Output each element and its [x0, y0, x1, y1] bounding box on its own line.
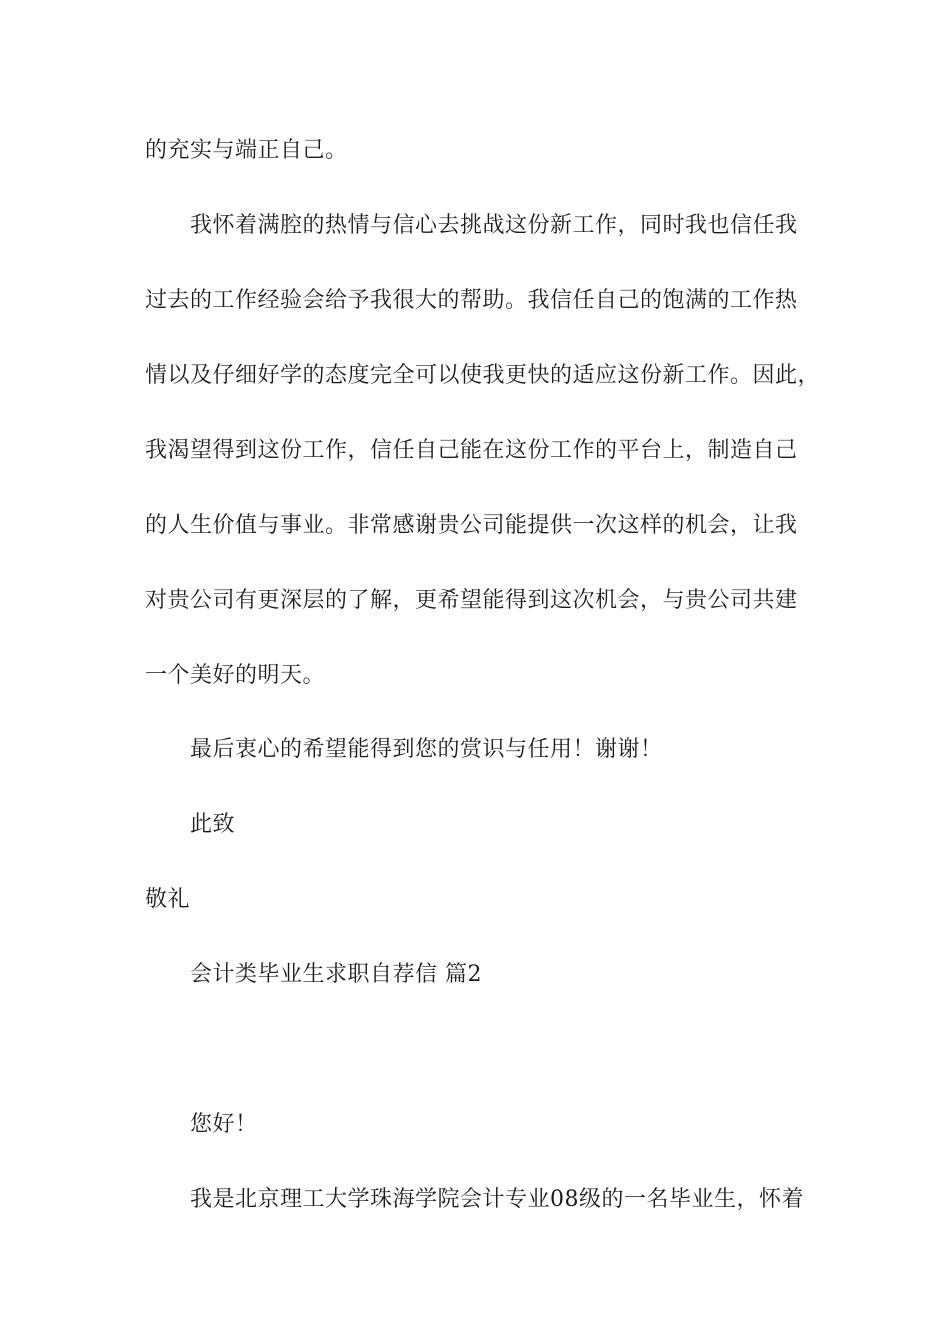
closing-line: 最后衷心的希望能得到您的赏识与任用！谢谢！ [190, 737, 663, 762]
paragraph-line: 对贵公司有更深层的了解，更希望能得到这次机会，与贵公司共建 [145, 588, 798, 613]
paragraph-line: 过去的工作经验会给予我很大的帮助。我信任自己的饱满的工作热 [145, 288, 798, 313]
paragraph-line: 的人生价值与事业。非常感谢贵公司能提供一次这样的机会，让我 [145, 513, 798, 538]
salutation-line: 此致 [190, 812, 236, 837]
paragraph-line: 我渴望得到这份工作，信任自己能在这份工作的平台上，制造自己 [145, 438, 798, 463]
paragraph-line: 的充实与端正自己。 [145, 138, 348, 163]
section-title: 会计类毕业生求职自荐信 篇2 [190, 962, 482, 987]
salutation-line: 敬礼 [145, 887, 191, 912]
paragraph-line: 一个美好的明天。 [145, 663, 326, 688]
paragraph-line: 我是北京理工大学珠海学院会计专业08级的一名毕业生，怀着 [190, 1187, 804, 1212]
paragraph-line: 我怀着满腔的热情与信心去挑战这份新工作，同时我也信任我 [190, 213, 798, 238]
greeting-line: 您好！ [190, 1112, 258, 1137]
paragraph-line: 情以及仔细好学的态度完全可以使我更快的适应这份新工作。因此， [145, 363, 821, 388]
